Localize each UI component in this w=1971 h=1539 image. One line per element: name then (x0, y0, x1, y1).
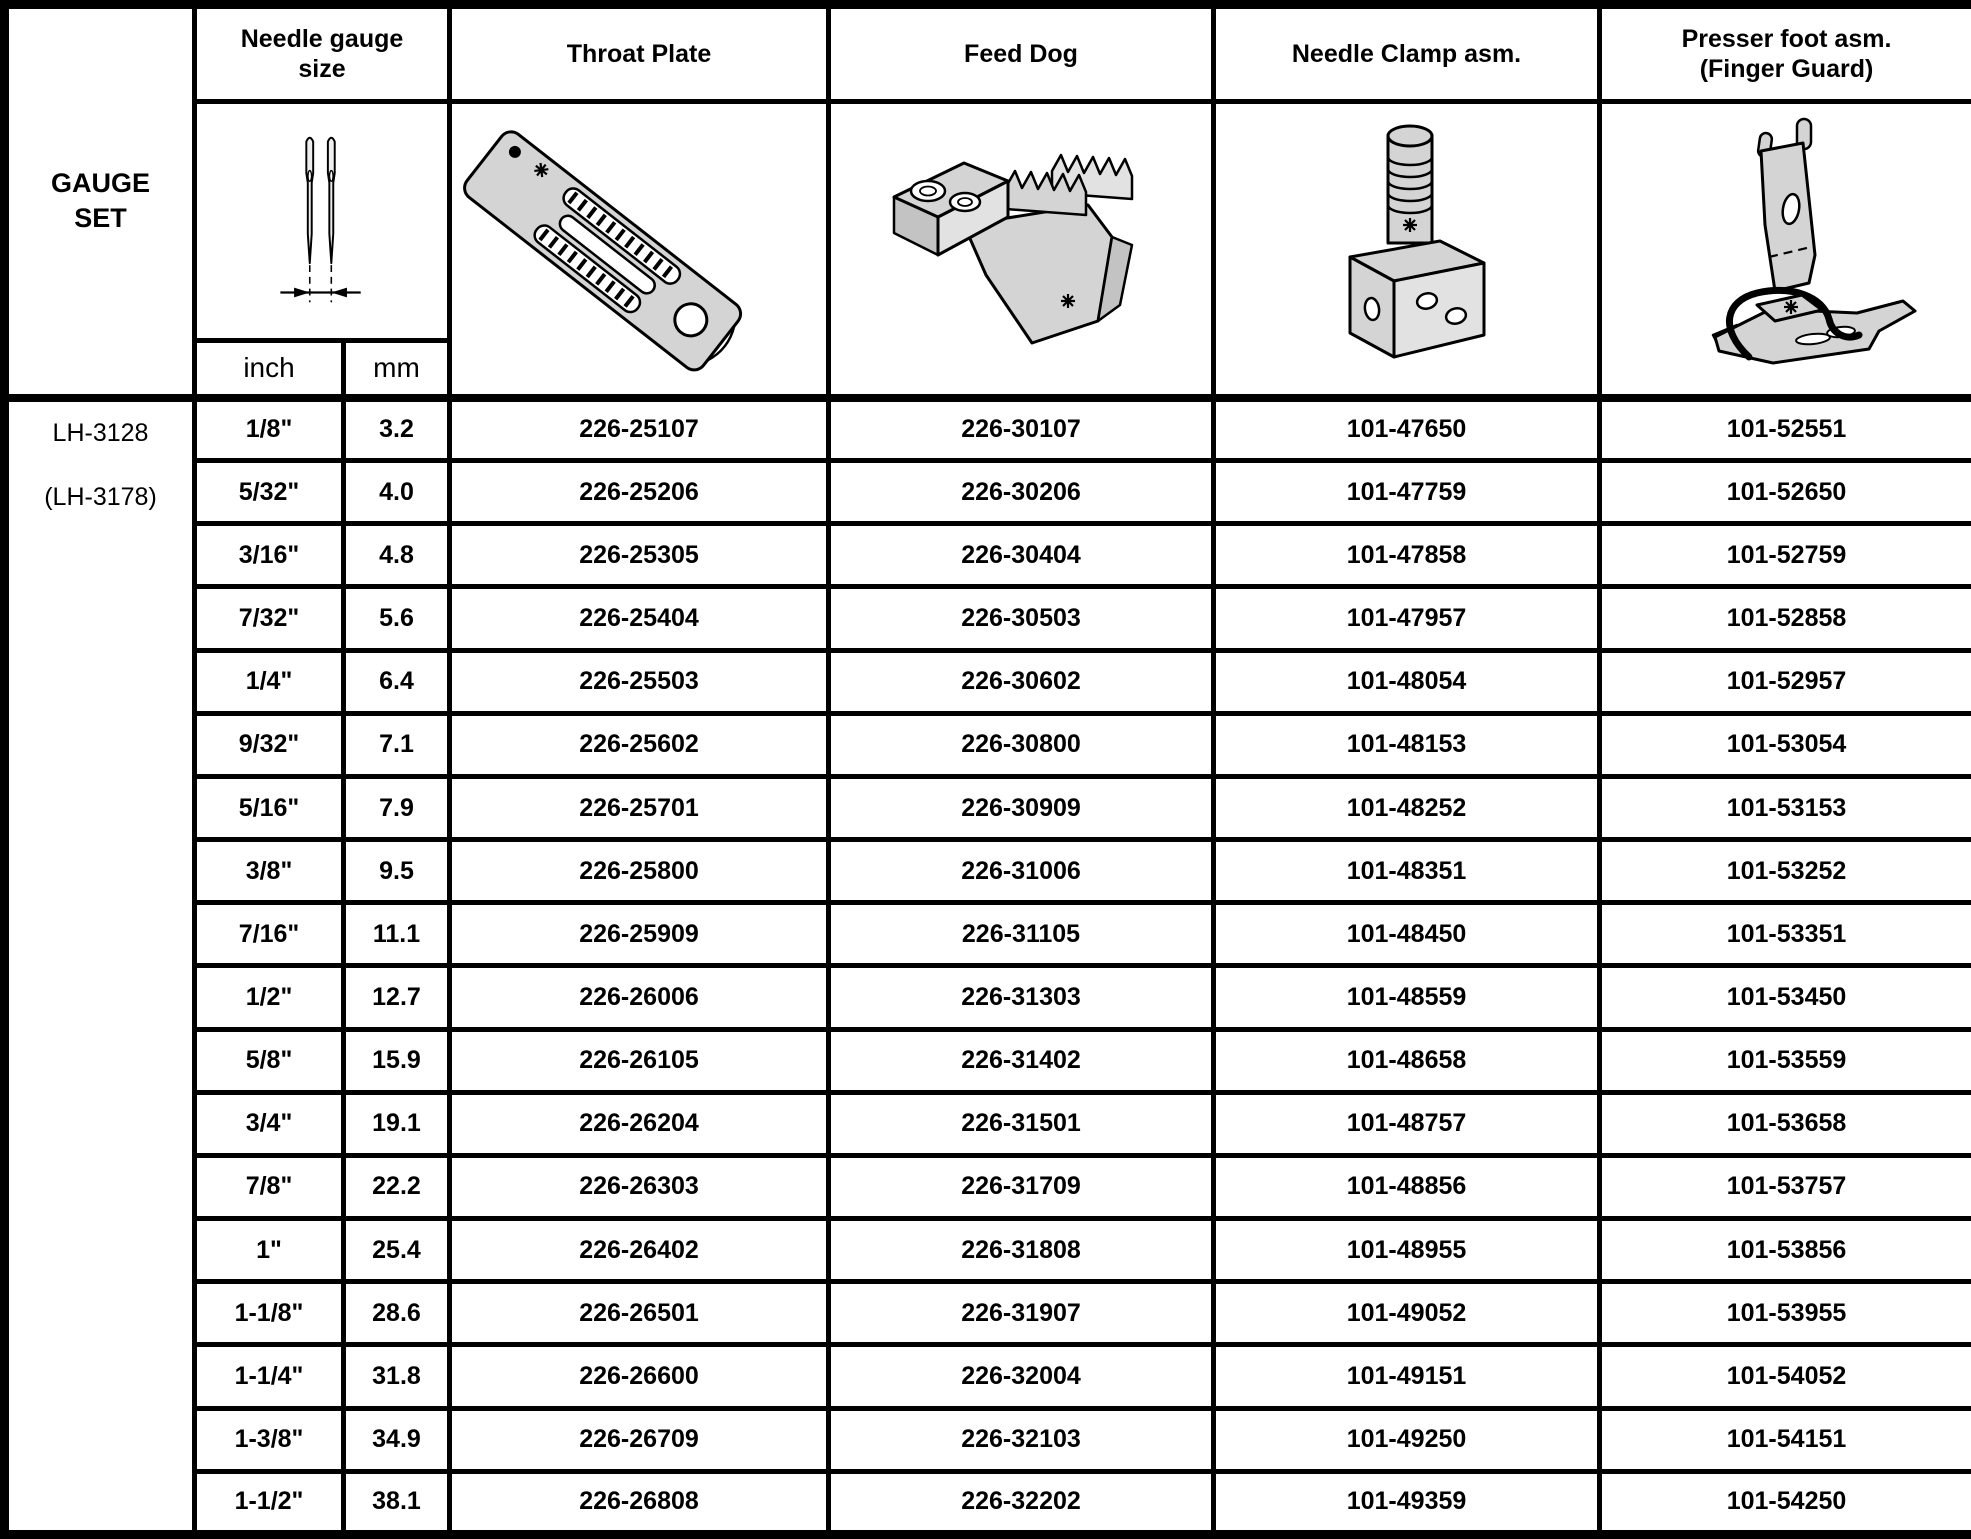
feed-dog-part-cell: 226-31402 (829, 1029, 1214, 1092)
throat-plate-part-cell: 226-25909 (450, 903, 829, 966)
needle-size-inch-cell: 3/8" (195, 840, 344, 903)
mm-unit-header: mm (344, 340, 450, 397)
presser-foot-part-cell: 101-53054 (1600, 713, 1971, 776)
presser-foot-header (1600, 5, 1971, 102)
needle-size-mm-cell: 11.1 (344, 903, 450, 966)
throat-plate-icon (457, 105, 822, 393)
table-row (5, 903, 1971, 966)
gauge-set-model-cell (5, 398, 195, 1535)
feed-dog-part-cell: 226-32004 (829, 1345, 1214, 1408)
needle-clamp-part-cell: 101-47759 (1214, 461, 1600, 524)
gauge-model-primary: LH-3128 (52, 419, 149, 448)
feed-dog-icon (836, 105, 1206, 393)
needle-size-inch-cell: 3/16" (195, 524, 344, 587)
throat-plate-part-cell: 226-25107 (450, 398, 829, 461)
table-row (5, 461, 1971, 524)
presser-foot-part-cell: 101-54151 (1600, 1408, 1971, 1471)
throat-plate-drawing-cell (450, 102, 829, 398)
presser-foot-part-cell: 101-53757 (1600, 1155, 1971, 1218)
needle-clamp-header: Needle Clamp asm. (1214, 5, 1600, 102)
needle-size-mm-cell: 34.9 (344, 1408, 450, 1471)
table-row (5, 1282, 1971, 1345)
feed-dog-part-cell: 226-30404 (829, 524, 1214, 587)
table-row (5, 840, 1971, 903)
needle-size-mm-cell: 5.6 (344, 587, 450, 650)
needle-size-inch-cell: 5/32" (195, 461, 344, 524)
needle-size-inch-cell: 1-1/4" (195, 1345, 344, 1408)
needle-size-inch-cell: 7/16" (195, 903, 344, 966)
needle-size-inch-cell: 1/4" (195, 650, 344, 713)
feed-dog-part-cell: 226-30909 (829, 776, 1214, 839)
feed-dog-part-cell: 226-31907 (829, 1282, 1214, 1345)
table-row (5, 650, 1971, 713)
presser-foot-part-cell: 101-54250 (1600, 1471, 1971, 1534)
throat-plate-part-cell: 226-25206 (450, 461, 829, 524)
needle-clamp-part-cell: 101-48153 (1214, 713, 1600, 776)
feed-dog-part-cell: 226-30800 (829, 713, 1214, 776)
needle-size-inch-cell: 1-3/8" (195, 1408, 344, 1471)
table-row (5, 776, 1971, 839)
feed-dog-part-cell: 226-31501 (829, 1092, 1214, 1155)
presser-foot-header-line1: Presser foot asm. (1681, 24, 1892, 53)
presser-foot-part-cell: 101-53153 (1600, 776, 1971, 839)
needle-size-mm-cell: 9.5 (344, 840, 450, 903)
table-row (5, 713, 1971, 776)
throat-plate-part-cell: 226-26402 (450, 1219, 829, 1282)
needle-size-inch-cell: 7/32" (195, 587, 344, 650)
presser-foot-header-line2: (Finger Guard) (1699, 55, 1874, 84)
needle-size-inch-cell: 5/16" (195, 776, 344, 839)
throat-plate-part-cell: 226-25701 (450, 776, 829, 839)
needle-clamp-part-cell: 101-48856 (1214, 1155, 1600, 1218)
presser-foot-part-cell: 101-52957 (1600, 650, 1971, 713)
presser-foot-drawing-cell (1600, 102, 1971, 398)
header-row-pictures (5, 102, 1971, 341)
gauge-set-header-cell (5, 5, 195, 398)
table-row (5, 1155, 1971, 1218)
needle-size-mm-cell: 12.7 (344, 966, 450, 1029)
needle-clamp-part-cell: 101-49250 (1214, 1408, 1600, 1471)
table-row (5, 1471, 1971, 1534)
needle-size-mm-cell: 6.4 (344, 650, 450, 713)
needle-size-mm-cell: 19.1 (344, 1092, 450, 1155)
presser-foot-part-cell: 101-52551 (1600, 398, 1971, 461)
throat-plate-part-cell: 226-26105 (450, 1029, 829, 1092)
feed-dog-part-cell: 226-31303 (829, 966, 1214, 1029)
needle-size-mm-cell: 38.1 (344, 1471, 450, 1534)
table-row (5, 398, 1971, 461)
needle-size-mm-cell: 28.6 (344, 1282, 450, 1345)
feed-dog-part-cell: 226-32103 (829, 1408, 1214, 1471)
double-needles-icon (202, 108, 442, 334)
needle-size-inch-cell: 1" (195, 1219, 344, 1282)
needle-clamp-drawing-cell (1214, 102, 1600, 398)
throat-plate-part-cell: 226-26600 (450, 1345, 829, 1408)
throat-plate-part-cell: 226-26204 (450, 1092, 829, 1155)
presser-foot-part-cell: 101-53252 (1600, 840, 1971, 903)
table-row (5, 587, 1971, 650)
feed-dog-part-cell: 226-32202 (829, 1471, 1214, 1534)
needle-size-inch-cell: 1-1/8" (195, 1282, 344, 1345)
needle-gauge-diagram-cell (195, 102, 450, 341)
feed-dog-part-cell: 226-31709 (829, 1155, 1214, 1218)
needle-size-inch-cell: 1/2" (195, 966, 344, 1029)
gauge-set-label: GAUGE SET (50, 168, 150, 234)
needle-size-mm-cell: 15.9 (344, 1029, 450, 1092)
presser-foot-part-cell: 101-52858 (1600, 587, 1971, 650)
needle-size-mm-cell: 22.2 (344, 1155, 450, 1218)
feed-dog-drawing-cell (829, 102, 1214, 398)
feed-dog-part-cell: 226-30602 (829, 650, 1214, 713)
feed-dog-header: Feed Dog (829, 5, 1214, 102)
feed-dog-part-cell: 226-30503 (829, 587, 1214, 650)
presser-foot-part-cell: 101-53658 (1600, 1092, 1971, 1155)
throat-plate-part-cell: 226-25800 (450, 840, 829, 903)
feed-dog-part-cell: 226-31006 (829, 840, 1214, 903)
needle-gauge-size-label: Needle gauge size (240, 24, 404, 84)
header-row-titles (5, 5, 1971, 102)
presser-foot-part-cell: 101-53450 (1600, 966, 1971, 1029)
needle-size-mm-cell: 25.4 (344, 1219, 450, 1282)
throat-plate-part-cell: 226-25404 (450, 587, 829, 650)
presser-foot-part-cell: 101-53559 (1600, 1029, 1971, 1092)
throat-plate-part-cell: 226-26303 (450, 1155, 829, 1218)
feed-dog-part-cell: 226-30206 (829, 461, 1214, 524)
needle-size-mm-cell: 4.8 (344, 524, 450, 587)
needle-clamp-part-cell: 101-47858 (1214, 524, 1600, 587)
table-row (5, 1092, 1971, 1155)
inch-unit-header: inch (195, 340, 344, 397)
needle-clamp-part-cell: 101-48351 (1214, 840, 1600, 903)
needle-size-mm-cell: 7.1 (344, 713, 450, 776)
throat-plate-part-cell: 226-26501 (450, 1282, 829, 1345)
needle-clamp-part-cell: 101-47957 (1214, 587, 1600, 650)
table-row (5, 1408, 1971, 1471)
gauge-model-alternate: (LH-3178) (44, 483, 157, 512)
presser-foot-part-cell: 101-52650 (1600, 461, 1971, 524)
table-row (5, 1219, 1971, 1282)
needle-clamp-part-cell: 101-49151 (1214, 1345, 1600, 1408)
table-row (5, 1029, 1971, 1092)
parts-table-body (5, 398, 1971, 1535)
presser-foot-part-cell: 101-52759 (1600, 524, 1971, 587)
needle-size-mm-cell: 7.9 (344, 776, 450, 839)
needle-size-inch-cell: 1/8" (195, 398, 344, 461)
needle-clamp-part-cell: 101-48757 (1214, 1092, 1600, 1155)
throat-plate-header: Throat Plate (450, 5, 829, 102)
needle-size-mm-cell: 3.2 (344, 398, 450, 461)
throat-plate-part-cell: 226-25602 (450, 713, 829, 776)
needle-clamp-part-cell: 101-49359 (1214, 1471, 1600, 1534)
throat-plate-part-cell: 226-25503 (450, 650, 829, 713)
table-row (5, 1345, 1971, 1408)
needle-gauge-size-header (195, 5, 450, 102)
needle-size-inch-cell: 7/8" (195, 1155, 344, 1218)
throat-plate-part-cell: 226-26808 (450, 1471, 829, 1534)
throat-plate-part-cell: 226-26709 (450, 1408, 829, 1471)
needle-clamp-part-cell: 101-48054 (1214, 650, 1600, 713)
needle-clamp-part-cell: 101-48658 (1214, 1029, 1600, 1092)
needle-size-inch-cell: 9/32" (195, 713, 344, 776)
feed-dog-part-cell: 226-31105 (829, 903, 1214, 966)
presser-foot-part-cell: 101-53856 (1600, 1219, 1971, 1282)
needle-clamp-part-cell: 101-47650 (1214, 398, 1600, 461)
needle-size-mm-cell: 4.0 (344, 461, 450, 524)
feed-dog-part-cell: 226-31808 (829, 1219, 1214, 1282)
presser-foot-part-cell: 101-53955 (1600, 1282, 1971, 1345)
needle-clamp-part-cell: 101-48450 (1214, 903, 1600, 966)
table-row (5, 524, 1971, 587)
presser-foot-icon (1607, 105, 1967, 393)
needle-clamp-icon (1222, 105, 1592, 393)
presser-foot-part-cell: 101-54052 (1600, 1345, 1971, 1408)
needle-clamp-part-cell: 101-48559 (1214, 966, 1600, 1029)
presser-foot-part-cell: 101-53351 (1600, 903, 1971, 966)
throat-plate-part-cell: 226-26006 (450, 966, 829, 1029)
needle-size-inch-cell: 5/8" (195, 1029, 344, 1092)
needle-size-mm-cell: 31.8 (344, 1345, 450, 1408)
needle-clamp-part-cell: 101-48252 (1214, 776, 1600, 839)
feed-dog-part-cell: 226-30107 (829, 398, 1214, 461)
table-row (5, 966, 1971, 1029)
needle-size-inch-cell: 3/4" (195, 1092, 344, 1155)
needle-clamp-part-cell: 101-49052 (1214, 1282, 1600, 1345)
needle-clamp-part-cell: 101-48955 (1214, 1219, 1600, 1282)
throat-plate-part-cell: 226-25305 (450, 524, 829, 587)
needle-size-inch-cell: 1-1/2" (195, 1471, 344, 1534)
